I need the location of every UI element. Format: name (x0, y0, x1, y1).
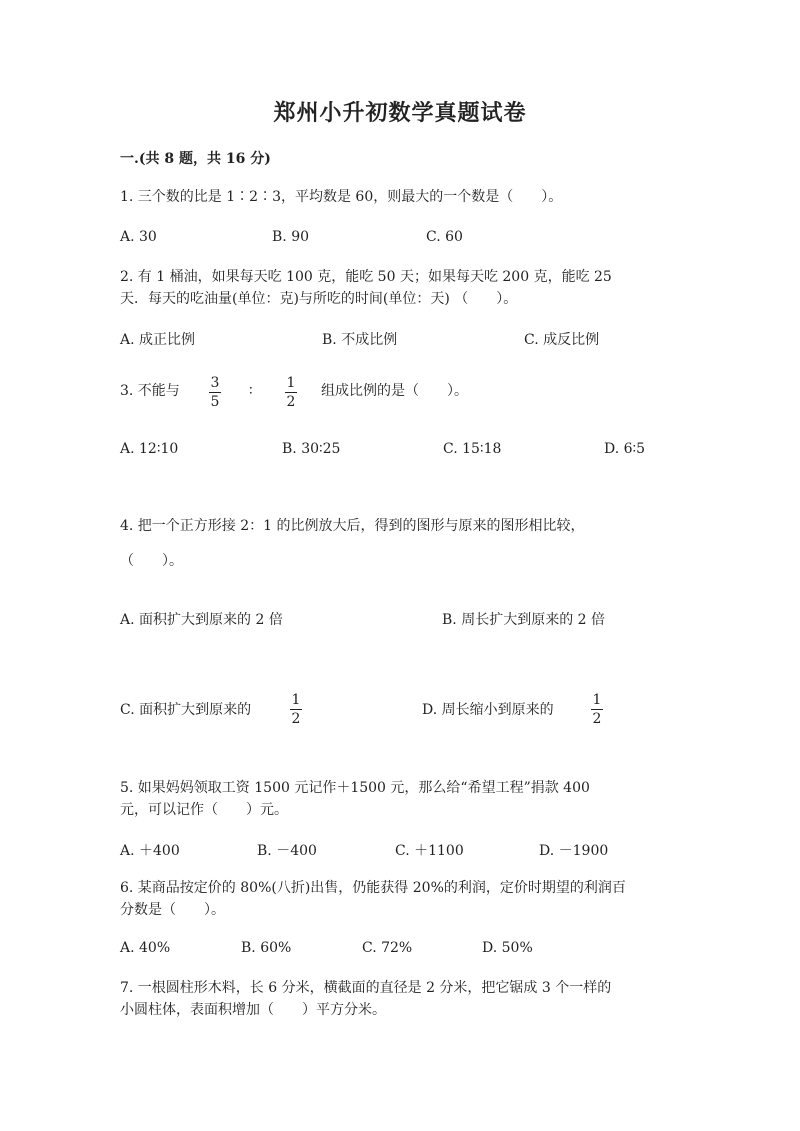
question-4-option-c: C. 面积扩大到原来的 (120, 702, 252, 718)
fraction-bar (209, 392, 221, 393)
question-4-line-1: 4. 把一个正方形接 2：1 的比例放大后，得到的图形与原来的图形相比较， (120, 518, 585, 534)
question-6-option-a: A. 40% (120, 940, 171, 956)
question-3-suffix: 组成比例的是（ ）。 (321, 383, 468, 399)
question-3-option-a: A. 12∶10 (120, 441, 179, 457)
question-2-line-2: 天．每天的吃油量(单位：克)与所吃的时间(单位：天) （ ）。 (120, 291, 518, 307)
question-4-option-a: A. 面积扩大到原来的 2 倍 (120, 612, 283, 628)
fraction-numerator: 1 (291, 692, 301, 708)
fraction-denominator: 2 (286, 394, 296, 410)
question-1-option-a: A. 30 (120, 229, 157, 245)
question-5-option-d: D. －1900 (539, 843, 609, 859)
fraction-denominator: 2 (291, 711, 301, 727)
question-1-option-b: B. 90 (272, 229, 310, 245)
question-6-option-b: B. 60% (241, 940, 292, 956)
fraction-denominator: 2 (592, 711, 602, 727)
question-5-line-1: 5. 如果妈妈领取工资 1500 元记作＋1500 元，那么给“希望工程”捐款 400 (120, 780, 590, 796)
fraction-bar (591, 709, 603, 710)
fraction-denominator: 5 (210, 394, 220, 410)
question-7-line-2: 小圆柱体，表面积增加（ ）平方分米。 (120, 1002, 386, 1018)
question-5-line-2: 元，可以记作（ ）元。 (120, 802, 288, 818)
question-3-option-b: B. 30∶25 (282, 441, 341, 457)
question-3-option-d: D. 6∶5 (604, 441, 646, 457)
question-4-option-b: B. 周长扩大到原来的 2 倍 (442, 612, 605, 628)
question-2-option-c: C. 成反比例 (524, 332, 600, 348)
fraction-numerator: 1 (286, 375, 296, 391)
question-5-option-c: C. ＋1100 (395, 843, 464, 859)
question-7-line-1: 7. 一根圆柱形木料，长 6 分米，横截面的直径是 2 分米，把它锯成 3 个一样的 (120, 980, 612, 996)
question-4-line-2: （ ）。 (120, 553, 183, 569)
question-4-option-d-fraction (591, 692, 603, 727)
question-6-line-2: 分数是（ ）。 (120, 902, 225, 918)
question-2-option-a: A. 成正比例 (120, 332, 196, 348)
question-5-option-a: A. ＋400 (120, 843, 180, 859)
fraction-bar (285, 392, 297, 393)
question-4-option-c-fraction (290, 692, 302, 727)
question-3-option-c: C. 15∶18 (443, 441, 502, 457)
question-5-option-b: B. －400 (257, 843, 317, 859)
fraction-numerator: 3 (210, 375, 220, 391)
question-3-colon: ∶ (249, 383, 253, 399)
question-3-prefix: 3. 不能与 (120, 383, 180, 399)
question-2-option-b: B. 不成比例 (322, 332, 398, 348)
section-heading: 一.(共 8 题，共 16 分) (120, 151, 271, 167)
fraction-numerator: 1 (592, 692, 602, 708)
question-6-line-1: 6. 某商品按定价的 80%(八折)出售，仍能获得 20%的利润，定价时期望的利润百 (120, 880, 626, 896)
question-2-line-1: 2. 有 1 桶油，如果每天吃 100 克，能吃 50 天；如果每天吃 200 克，能吃 25 (120, 269, 612, 285)
question-1-text: 1. 三个数的比是 1∶2∶3，平均数是 60，则最大的一个数是（ ）。 (120, 189, 563, 205)
question-4-option-d: D. 周长缩小到原来的 (422, 702, 554, 718)
question-3-fraction-2 (285, 375, 297, 410)
page-title: 郑州小升初数学真题试卷 (273, 100, 527, 126)
fraction-bar (290, 709, 302, 710)
question-3-fraction-1 (209, 375, 221, 410)
question-6-option-c: C. 72% (362, 940, 413, 956)
question-6-option-d: D. 50% (482, 940, 533, 956)
question-1-option-c: C. 60 (426, 229, 463, 245)
